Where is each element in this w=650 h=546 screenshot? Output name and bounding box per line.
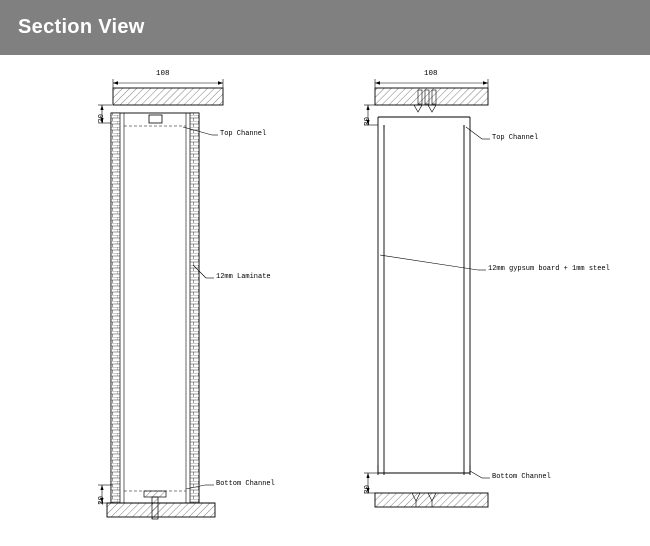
- right-top-channel-leader: [466, 127, 482, 139]
- left-top-slab: [113, 88, 223, 105]
- left-botgap-dimension-label: 20: [98, 495, 106, 505]
- right-section-view: [364, 79, 490, 507]
- page-title: Section View: [18, 16, 145, 38]
- left-bottom-channel: [144, 491, 166, 497]
- left-bottom-channel-label: Bottom Channel: [216, 480, 275, 488]
- right-width-arrow-2: [483, 81, 488, 84]
- left-width-dimension-label: 108: [156, 70, 170, 78]
- left-laminate-label: 12mm Laminate: [216, 273, 271, 281]
- right-topdim-arrow-1: [366, 105, 369, 110]
- right-top-slab: [375, 88, 488, 105]
- left-width-arrow-1: [113, 81, 118, 84]
- left-top-channel: [149, 115, 162, 123]
- drawing-canvas: [0, 55, 650, 546]
- right-gypsum-leader: [380, 255, 478, 270]
- left-width-arrow-2: [218, 81, 223, 84]
- right-botdim-arrow-1: [366, 473, 369, 478]
- right-bottom-channel-leader: [470, 471, 482, 478]
- section-drawing-svg: [0, 55, 650, 546]
- right-gypsum-board-label: 12mm gypsum board + 1mm steel: [488, 265, 610, 273]
- right-top-channel-label: Top Channel: [492, 134, 539, 142]
- right-bottom-channel-label: Bottom Channel: [492, 473, 551, 481]
- left-topgap-arrow-1: [100, 105, 103, 110]
- right-width-arrow-1: [375, 81, 380, 84]
- left-bottom-slab: [107, 503, 215, 517]
- left-section-view: [98, 79, 223, 519]
- left-top-channel-label: Top Channel: [220, 130, 267, 138]
- left-topgap-dimension-label: 20: [98, 113, 106, 123]
- left-laminate-left: [111, 113, 120, 503]
- left-botgap-arrow-1: [100, 485, 103, 490]
- right-topdim-label: 30: [364, 116, 372, 126]
- header-bar: [0, 0, 650, 55]
- right-botdim-label: 30: [364, 484, 372, 494]
- right-width-dimension-label: 108: [424, 70, 438, 78]
- left-laminate-right: [190, 113, 199, 503]
